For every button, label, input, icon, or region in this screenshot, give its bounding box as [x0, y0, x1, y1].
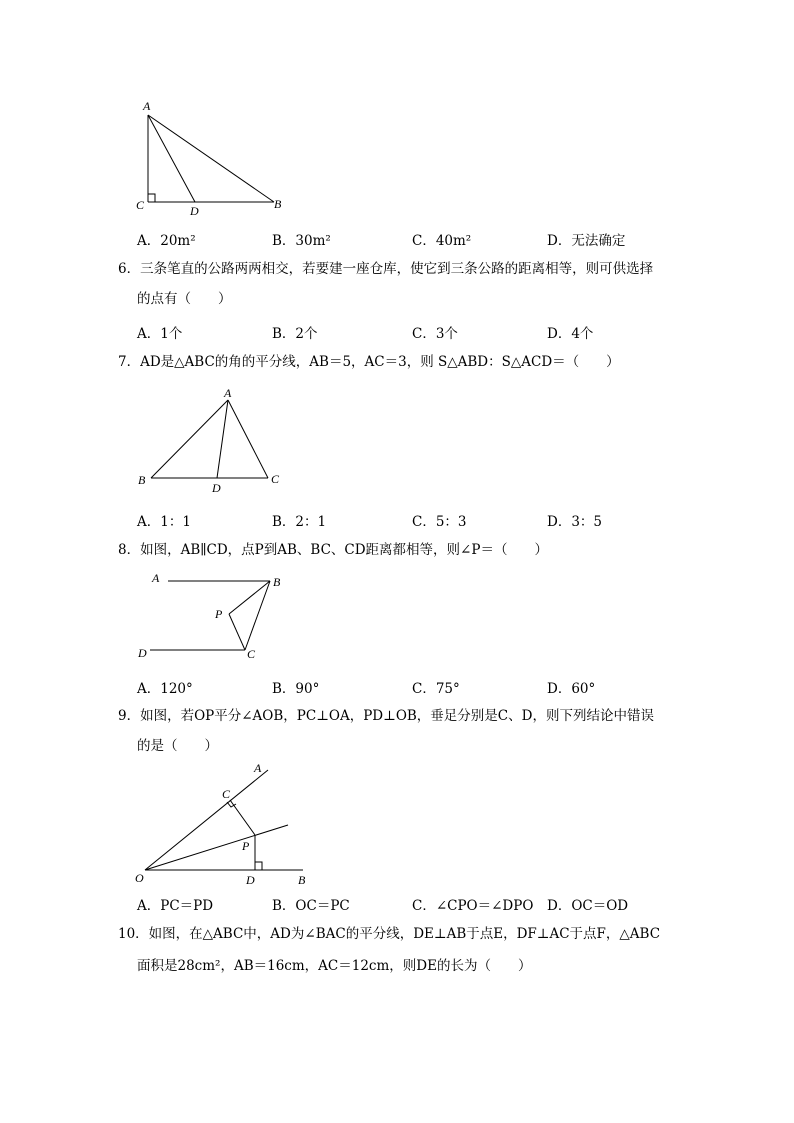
q10-stem-line1: 10．如图，在△ABC中，AD为∠BAC的平分线，DE⊥AB于点E，DF⊥AC于点F，△ABC — [118, 926, 661, 942]
q6-stem-line2: 的点有（ ） — [137, 291, 232, 307]
q5-option-d[interactable]: D．无法确定 — [547, 233, 626, 249]
q5-option-a[interactable]: A．20m² — [137, 233, 196, 249]
label-B: B — [298, 873, 306, 887]
q9-stem-line1: 9．如图，若OP平分∠AOB，PC⊥OA，PD⊥OB，垂足分别是C、D，则下列结论中错误 — [118, 708, 654, 724]
figure-q9-angle-bisector — [130, 758, 320, 888]
q9-option-d[interactable]: D．OC＝OD — [547, 898, 629, 914]
q7-option-d[interactable]: D．3：5 — [547, 514, 603, 530]
label-P: P — [215, 607, 223, 621]
label-B: B — [273, 575, 281, 589]
q5-option-b[interactable]: B．30m² — [272, 233, 331, 249]
q9-option-c[interactable]: C．∠CPO＝∠DPO — [412, 898, 534, 914]
q6-option-d[interactable]: D．4个 — [547, 326, 594, 342]
q8-option-a[interactable]: A．120° — [137, 681, 193, 697]
q7-stem: 7．AD是△ABC的角的平分线，AB＝5，AC＝3，则 S△ABD：S△ACD＝（ ） — [118, 354, 620, 370]
q9-stem-line2: 的是（ ） — [137, 738, 218, 754]
label-C: C — [271, 472, 280, 486]
label-B: B — [274, 197, 282, 211]
q5-option-c[interactable]: C．40m² — [412, 233, 472, 249]
label-O: O — [135, 871, 144, 885]
label-C: C — [247, 647, 256, 661]
q7-option-c[interactable]: C．5：3 — [412, 514, 467, 530]
q7-option-b[interactable]: B．2：1 — [272, 514, 327, 530]
q9-option-b[interactable]: B．OC＝PC — [272, 898, 350, 914]
figure-q8-parallel-lines — [130, 568, 290, 666]
q8-option-c[interactable]: C．75° — [412, 681, 460, 697]
q7-option-a[interactable]: A．1：1 — [137, 514, 191, 530]
label-D: D — [246, 873, 255, 887]
label-B: B — [138, 473, 146, 487]
label-C: C — [136, 198, 145, 212]
label-C: C — [222, 787, 231, 801]
q6-option-b[interactable]: B．2个 — [272, 326, 318, 342]
q8-stem: 8．如图，AB∥CD，点P到AB、BC、CD距离都相等，则∠P＝（ ） — [118, 542, 548, 558]
label-A: A — [254, 761, 262, 775]
q8-option-b[interactable]: B．90° — [272, 681, 320, 697]
q6-stem-line1: 6．三条笔直的公路两两相交，若要建一座仓库，使它到三条公路的距离相等，则可供选择 — [118, 261, 654, 277]
label-A: A — [224, 386, 232, 400]
label-A: A — [152, 571, 160, 585]
right-angle-mark — [148, 194, 155, 202]
figure-q7-triangle — [130, 385, 290, 495]
q10-stem-line2: 面积是28cm²，AB＝16cm，AC＝12cm，则DE的长为（ ） — [137, 958, 532, 974]
label-D: D — [190, 204, 199, 218]
q9-option-a[interactable]: A．PC＝PD — [137, 898, 214, 914]
label-A: A — [143, 99, 151, 113]
label-D: D — [138, 646, 147, 660]
q8-option-d[interactable]: D．60° — [547, 681, 596, 697]
q6-option-c[interactable]: C．3个 — [412, 326, 458, 342]
q6-option-a[interactable]: A．1个 — [137, 326, 183, 342]
label-P: P — [242, 839, 250, 853]
figure-q5-triangle — [130, 95, 300, 220]
right-angle-mark-d — [255, 862, 262, 870]
label-D: D — [212, 481, 221, 495]
